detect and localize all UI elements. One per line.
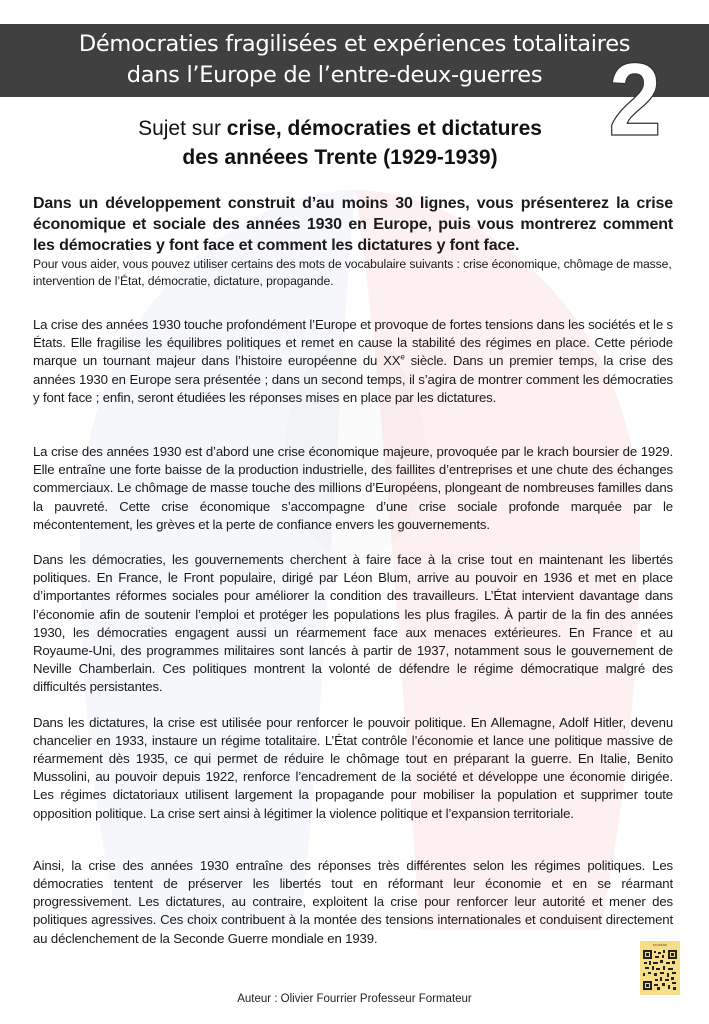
essay-introduction [33, 316, 673, 407]
paragraph-crisis: La crise des années 1930 est d’abord une crise économique majeure, provoquée par le krach boursier de 1929. Elle entraîne une forte baisse de la production industrielle, des faillites d’entreprises et une chute des échanges commerciaux. Le chômage de masse touche des millions d’Européens, plongeant de nombreuses familles dans la pauvreté. Cette crise économique s’accompagne d’une crise sociale profonde marquée par le mécontentement, les grèves et la perte de confiance envers les gouvernements. [33, 444, 673, 532]
qr-code[interactable] [640, 941, 680, 995]
qr-label: réussite [652, 942, 667, 947]
subject-heading [60, 114, 620, 172]
paragraph-dictatorships: Dans les dictatures, la crise est utilisée pour renforcer le pouvoir politique. En Allemagne, Adolf Hitler, devenu chancelier en 1933, instaure un régime totalitaire. L’État contrôle l’économie et lance une politique massive de réarmement dès 1935, ce qui permet de réduire le chômage tout en préparant la guerre. En Italie, Benito Mussolini, au pouvoir depuis 1922, renforce l’encadrement de la société et développe une économie dirigée. Les régimes dictatoriaux utilisent largement la propagande pour mobiliser la population et supprimer toute opposition politique. La crise sert ainsi à légitimer la violence politique et l’expansion territoriale. [33, 714, 673, 821]
essay-conclusion: Ainsi, la crise des années 1930 entraîne des réponses très différentes selon les régimes politiques. Les démocraties tentent de préserver les libertés tout en réformant leur économie et en se réarmant progressivement. Les dictatures, au contraire, exploitent la crise pour renforcer leur autorité et mener des politiques agressives. Ces choix contribuent à la montée des tensions internationales et conduisent directement au déclenchement de la Seconde Guerre mondiale en 1939. [33, 857, 673, 946]
author-credit: Auteur : Olivier Fourrier Professeur Formateur [237, 993, 472, 1005]
document-body [33, 193, 673, 948]
qr-code-icon [643, 950, 677, 990]
vocabulary-help: Pour vous aider, vous pouvez utiliser certains des mots de vocabulaire suivants : crise économique, chômage de masse, intervention de l’État, démocratie, dictature, propagande. [33, 257, 672, 288]
title-line-1: Démocraties fragilisées et expériences totalitaires [78, 31, 631, 57]
subject-bold: crise, démocraties et dictatures [226, 117, 542, 140]
essay-prompt: Dans un développement construit d’au moins 30 lignes, vous présenterez la crise économique et sociale des années 1930 en Europe, puis vous montrerez comment les démocraties y font face et comment les dictatures y font face. [33, 195, 673, 254]
chapter-number: 2 [608, 42, 662, 158]
title-line-2: dans l’Europe de l’entre-deux-guerres [126, 62, 543, 88]
intro-text-1: La crise des années 1930 touche profondément l’Europe et provoque de fortes tensions dans les sociétés et le s États. Elle fragilise les équilibres politiques et remet en cause la stabilité des régimes en place. Cette période marque un tournant majeur dans l’histoire européenne du XX [33, 317, 673, 369]
subject-line-2: des annéees Trente (1929-1939) [182, 146, 498, 169]
page-title [0, 29, 709, 91]
subject-prefix: Sujet sur [138, 117, 227, 140]
intro-superscript: e [400, 353, 405, 363]
paragraph-democracies: Dans les démocraties, les gouvernements cherchent à faire face à la crise tout en maintenant les libertés politiques. En France, le Front populaire, dirigé par Léon Blum, arrive au pouvoir en 1936 et met en place d’importantes réformes sociales pour améliorer la condition des travailleurs. L’État intervient davantage dans l’économie afin de soutenir l’emploi et protéger les populations les plus fragiles. À partir de la fin des années 1930, les démocraties engagent aussi un réarmement face aux menaces extérieures. En France et au Royaume-Uni, des programmes militaires sont lancés à partir de 1937, notamment sous le gouvernement de Neville Chamberlain. Ces politiques montrent la volonté de défendre le régime démocratique malgré des difficultés persistantes. [33, 552, 673, 695]
intro-text-2: siècle. Dans un premier temps, la crise des années 1930 en Europe sera présentée ; dans un second temps, il s’agira de montrer comment les démocraties y font face ; enfin, seront étudiées les réponses mises en place par les dictatures. [33, 353, 673, 405]
